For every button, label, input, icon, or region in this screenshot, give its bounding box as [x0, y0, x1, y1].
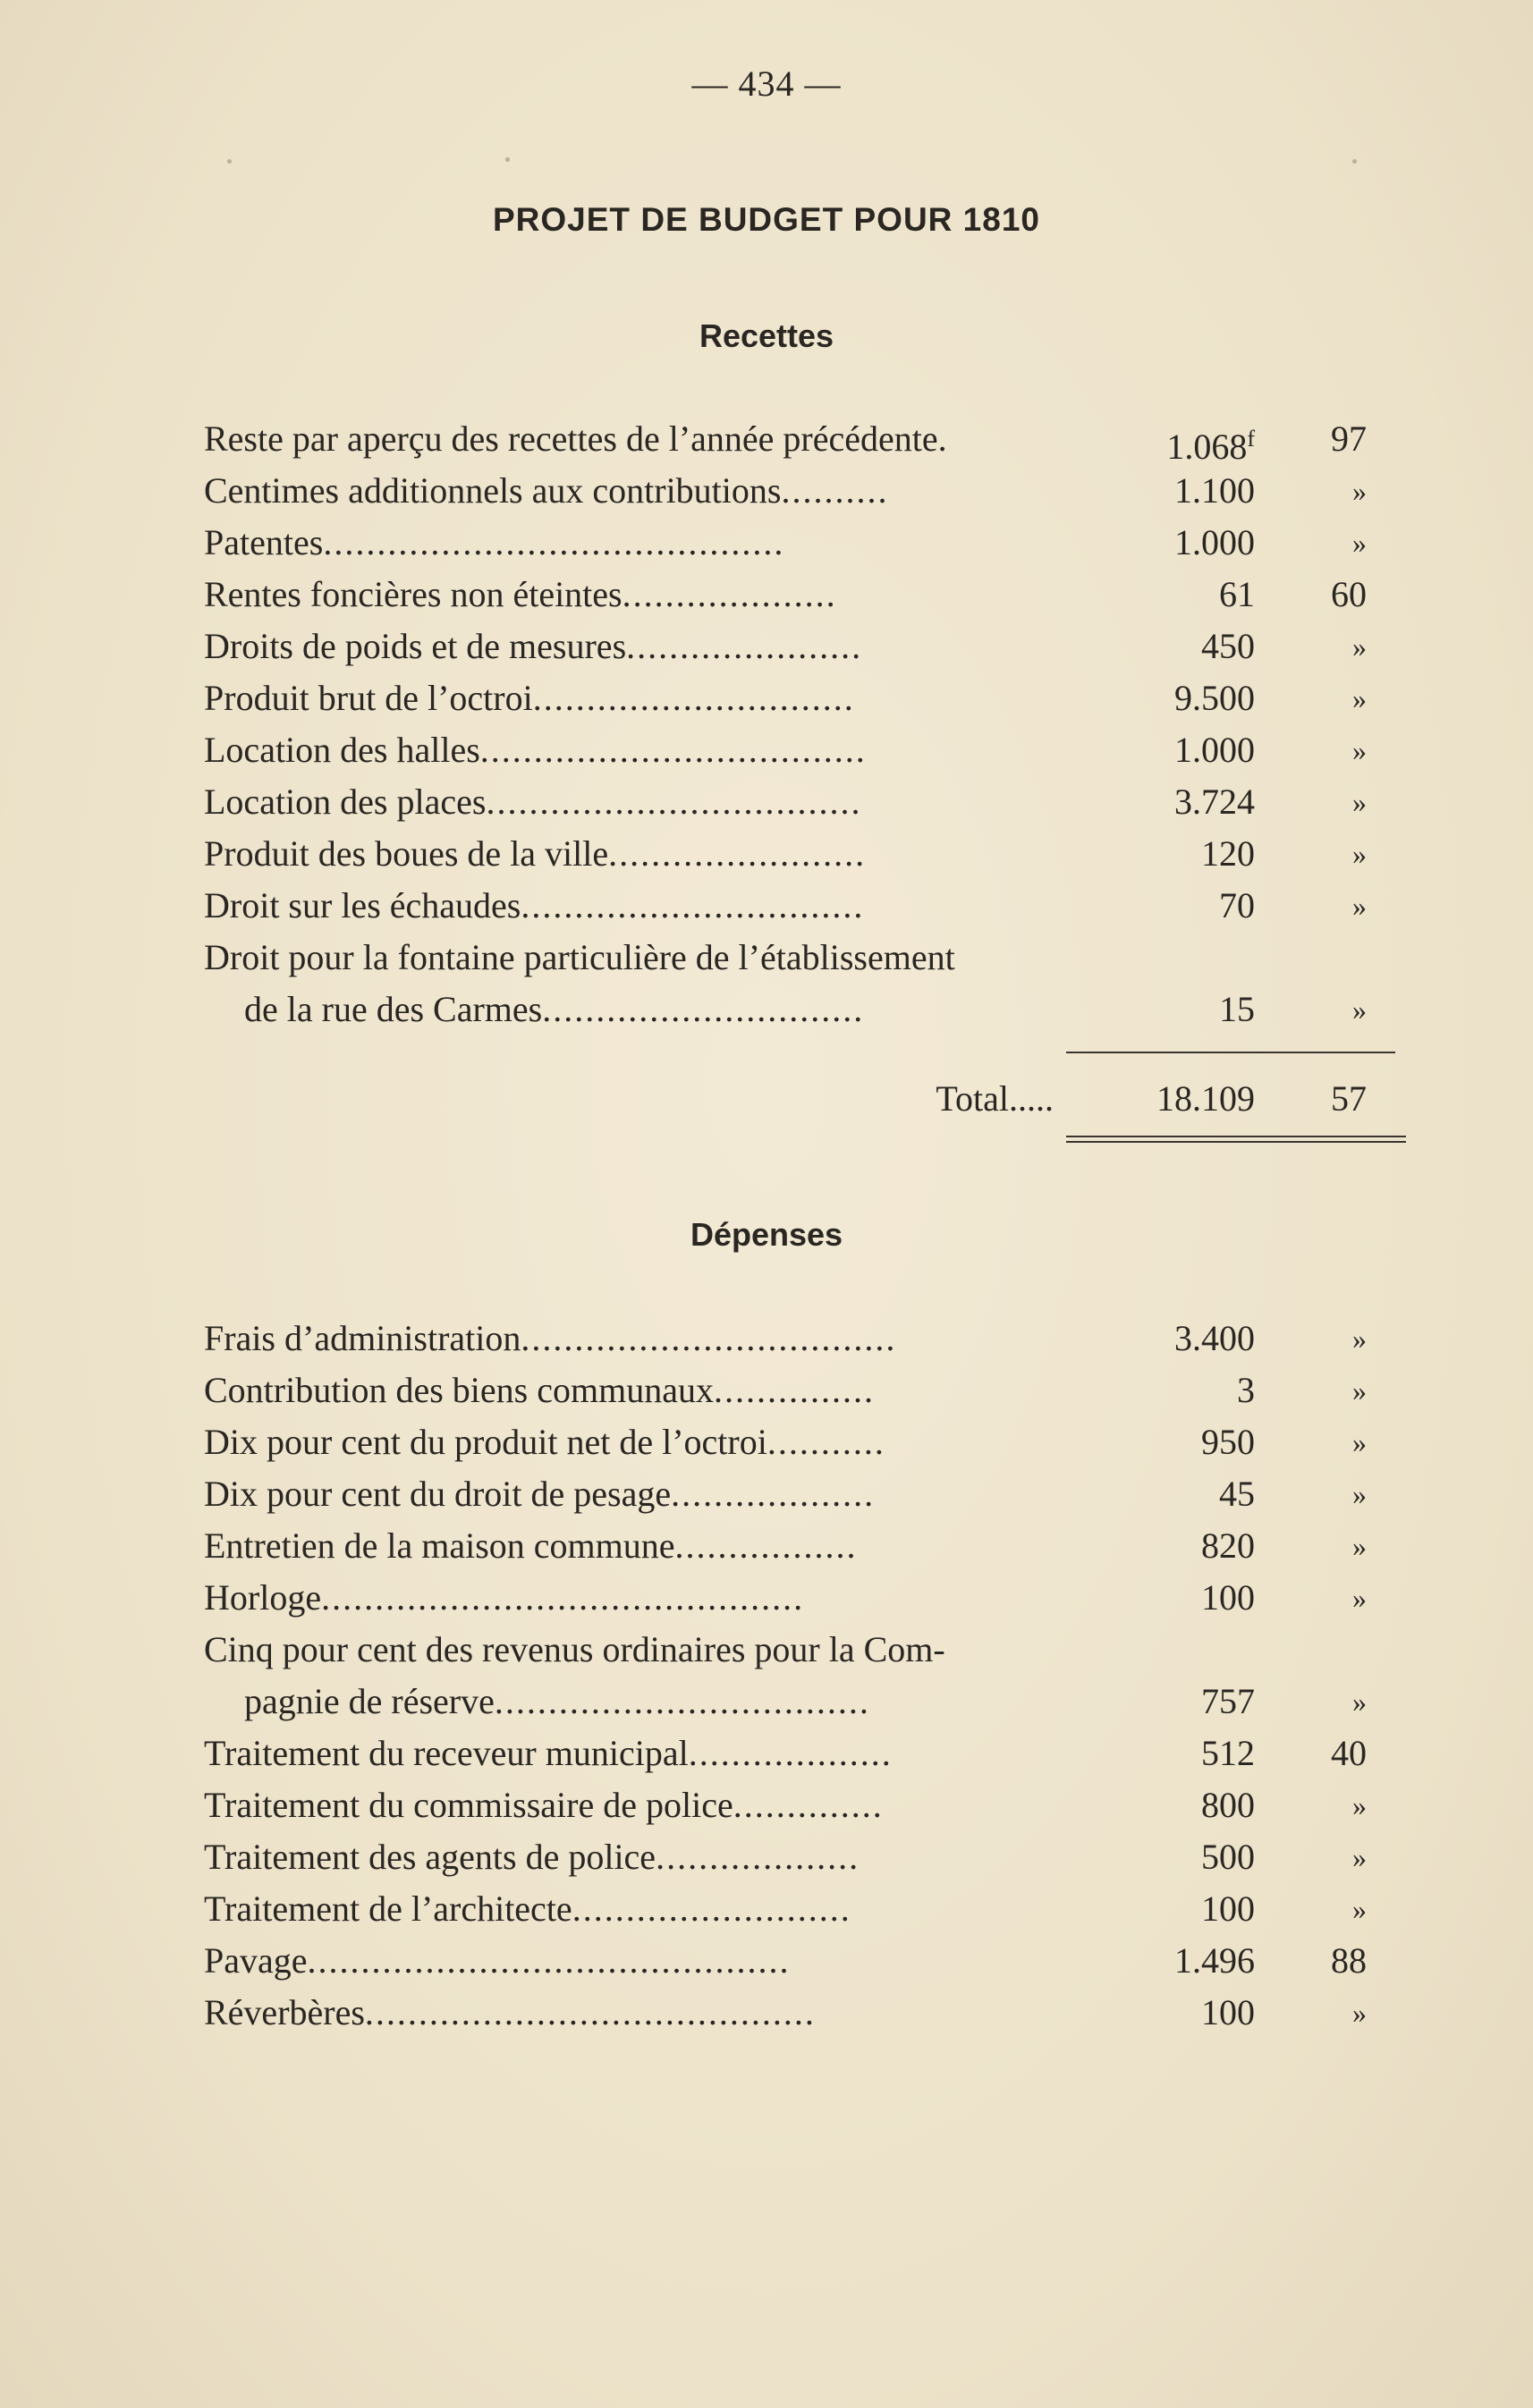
- table-row: [204, 672, 1367, 724]
- row-label-text: Contribution des biens communaux: [204, 1370, 714, 1410]
- row-amount: [1076, 1831, 1255, 1883]
- leader-dots: ..........................................: [364, 1992, 816, 2032]
- row-label: [204, 1313, 1161, 1365]
- table-row: [204, 413, 1367, 465]
- table-row: [204, 724, 1367, 776]
- row-amount: [1076, 517, 1255, 569]
- row-label-text: Location des places: [204, 782, 487, 822]
- row-cents: 97: [1331, 418, 1367, 459]
- row-label-text: Produit brut de l’octroi: [204, 678, 533, 718]
- row-cents: »: [1352, 786, 1367, 818]
- total-double-rule: [1066, 1136, 1406, 1146]
- row-label: [204, 1468, 1161, 1520]
- row-label-text: Dix pour cent du droit de pesage: [204, 1474, 672, 1514]
- row-amount-value: 120: [1201, 833, 1255, 874]
- row-amount-value: 45: [1219, 1474, 1255, 1514]
- row-label-text: Traitement du commissaire de police: [204, 1785, 733, 1825]
- page-number: — 434 —: [691, 63, 842, 104]
- leader-dots: ...................................: [486, 782, 862, 822]
- row-amount-value: 9.500: [1174, 678, 1255, 718]
- row-amount-value: 70: [1219, 885, 1255, 925]
- row-amount-value: 512: [1201, 1733, 1255, 1773]
- leader-dots: ..............: [733, 1785, 884, 1825]
- table-row: [204, 1676, 1367, 1728]
- row-amount-value: 61: [1219, 574, 1255, 614]
- row-label: [204, 672, 1161, 724]
- table-row: [204, 880, 1367, 932]
- leader-dots: .............................................: [321, 1577, 805, 1618]
- row-label-text: Centimes additionnels aux contributions: [204, 470, 782, 511]
- row-amount-value: 100: [1201, 1888, 1255, 1929]
- row-amount: [1076, 1728, 1255, 1779]
- table-row: [204, 621, 1367, 672]
- table-row: [204, 1987, 1367, 2039]
- row-amount-value: 500: [1201, 1837, 1255, 1877]
- row-label-text: pagnie de réserve: [244, 1681, 495, 1721]
- table-row: [204, 1416, 1367, 1468]
- row-label-text: Cinq pour cent des revenus ordinaires pour la Com-: [204, 1629, 945, 1669]
- row-label-text: Pavage: [204, 1940, 308, 1981]
- row-amount: [1076, 1365, 1255, 1416]
- row-label: [204, 413, 1161, 465]
- row-label: [204, 1883, 1161, 1935]
- row-cents: »: [1352, 890, 1367, 922]
- total-row: [204, 1073, 1367, 1125]
- row-amount-value: 820: [1201, 1525, 1255, 1566]
- row-amount: [1076, 1676, 1255, 1728]
- row-label: [204, 569, 1161, 621]
- row-cents: 40: [1331, 1733, 1367, 1773]
- row-cents: »: [1352, 1530, 1367, 1562]
- recettes-table: [204, 413, 1367, 1035]
- table-row: [204, 1779, 1367, 1831]
- row-cents: »: [1352, 734, 1367, 766]
- row-amount: [1076, 984, 1255, 1035]
- total-amount: 18.109: [1156, 1078, 1255, 1119]
- row-cents: »: [1352, 682, 1367, 714]
- row-cents: »: [1352, 1478, 1367, 1510]
- row-label-text: Entretien de la maison commune: [204, 1525, 675, 1566]
- row-label: [204, 1728, 1161, 1779]
- row-amount-value: 1.000: [1174, 522, 1255, 562]
- row-amount: [1076, 465, 1255, 517]
- row-label-text: Droits de poids et de mesures: [204, 626, 627, 666]
- row-amount-value: 1.100: [1174, 470, 1255, 511]
- row-label-text: Dix pour cent du produit net de l’octroi: [204, 1422, 767, 1462]
- row-label-text: Horloge: [204, 1577, 322, 1618]
- row-label-text: Reste par aperçu des recettes de l’année précédente.: [204, 418, 947, 459]
- franc-sign: f: [1247, 426, 1255, 452]
- row-cents: »: [1352, 475, 1367, 507]
- row-label: [204, 621, 1161, 672]
- leader-dots: ....................................: [479, 730, 867, 770]
- row-cents: »: [1352, 527, 1367, 559]
- row-amount-value: 3.400: [1174, 1318, 1255, 1358]
- row-cents: »: [1352, 838, 1367, 870]
- depenses-heading: Dépenses: [690, 1216, 843, 1253]
- row-amount: [1076, 1416, 1255, 1468]
- row-amount: [1076, 621, 1255, 672]
- row-amount-value: 3.724: [1174, 782, 1255, 822]
- page-title: PROJET DE BUDGET POUR 1810: [493, 201, 1040, 238]
- row-label: [204, 1624, 1161, 1676]
- row-amount-value: 450: [1201, 626, 1255, 666]
- table-row: [204, 1365, 1367, 1416]
- row-amount: [1076, 672, 1255, 724]
- row-amount: [1076, 1520, 1255, 1572]
- row-amount: [1076, 828, 1255, 880]
- row-label: [244, 1676, 1161, 1728]
- table-row: [204, 569, 1367, 621]
- row-amount: [1076, 413, 1255, 473]
- row-cents: »: [1352, 1374, 1367, 1407]
- row-cents: »: [1352, 1582, 1367, 1614]
- table-row: [204, 828, 1367, 880]
- speck-mark: [1352, 159, 1357, 164]
- row-cents: »: [1352, 993, 1367, 1026]
- row-label: [204, 1416, 1161, 1468]
- row-cents: 60: [1331, 574, 1367, 614]
- row-amount-value: 1.496: [1174, 1940, 1255, 1981]
- table-row: [204, 517, 1367, 569]
- table-row: [204, 984, 1367, 1035]
- row-label: [204, 1935, 1161, 1987]
- row-amount: [1076, 1313, 1255, 1365]
- row-label: [204, 932, 1161, 984]
- row-label: [204, 465, 1161, 517]
- row-amount: [1076, 1987, 1255, 2039]
- leader-dots: ..........: [781, 470, 889, 511]
- leader-dots: ......................: [626, 626, 863, 666]
- row-label: [204, 724, 1161, 776]
- row-label-text: de la rue des Carmes: [244, 989, 543, 1029]
- leader-dots: .................: [674, 1525, 858, 1566]
- row-amount: [1076, 1779, 1255, 1831]
- row-cents: »: [1352, 630, 1367, 663]
- depenses-table: [204, 1313, 1367, 2039]
- row-cents: »: [1352, 1426, 1367, 1458]
- leader-dots: .............................................: [307, 1940, 791, 1981]
- row-label: [204, 517, 1161, 569]
- row-amount: [1076, 1468, 1255, 1520]
- row-amount: [1076, 776, 1255, 828]
- leader-dots: ...........................................: [323, 522, 785, 562]
- row-amount-value: 100: [1201, 1992, 1255, 2032]
- row-amount: [1076, 1883, 1255, 1935]
- leader-dots: ................................: [521, 885, 865, 925]
- row-label: [204, 828, 1161, 880]
- leader-dots: ...................................: [494, 1681, 870, 1721]
- row-cents: »: [1352, 1322, 1367, 1355]
- leader-dots: ...........: [766, 1422, 885, 1462]
- row-label: [204, 1365, 1161, 1416]
- table-row: [204, 1572, 1367, 1624]
- row-amount: [1076, 1572, 1255, 1624]
- leader-dots: ........................: [608, 833, 867, 874]
- table-row: [204, 1935, 1367, 1987]
- row-label-text: Rentes foncières non éteintes: [204, 574, 623, 614]
- total-label: Total.....: [936, 1078, 1054, 1119]
- table-row: [204, 1468, 1367, 1520]
- row-label: [204, 1572, 1161, 1624]
- row-amount-value: 800: [1201, 1785, 1255, 1825]
- total-rule: [1066, 1052, 1395, 1053]
- table-row: [204, 465, 1367, 517]
- speck-mark: [227, 159, 232, 164]
- table-row: [204, 932, 1367, 984]
- row-amount-value: 1.000: [1174, 730, 1255, 770]
- leader-dots: ...................: [688, 1733, 893, 1773]
- row-label-text: Traitement de l’architecte: [204, 1888, 572, 1929]
- row-label-text: Frais d’administration: [204, 1318, 521, 1358]
- leader-dots: ...................: [671, 1474, 876, 1514]
- row-label: [244, 984, 1161, 1035]
- row-label-text: Location des halles: [204, 730, 480, 770]
- row-label-text: Droit pour la fontaine particulière de l’établissement: [204, 937, 955, 977]
- row-amount-value: 950: [1201, 1422, 1255, 1462]
- row-label-text: Réverbères: [204, 1992, 365, 2032]
- row-amount: [1076, 724, 1255, 776]
- leader-dots: ....................: [622, 574, 837, 614]
- row-amount-value: 15: [1219, 989, 1255, 1029]
- row-amount: [1076, 1935, 1255, 1987]
- row-amount: [1076, 569, 1255, 621]
- row-cents: »: [1352, 1789, 1367, 1821]
- leader-dots: ...................................: [521, 1318, 897, 1358]
- row-label: [204, 776, 1161, 828]
- table-row: [204, 776, 1367, 828]
- row-amount-value: 3: [1237, 1370, 1255, 1410]
- row-label: [204, 1831, 1161, 1883]
- row-amount-value: 100: [1201, 1577, 1255, 1618]
- table-row: [204, 1728, 1367, 1779]
- row-label: [204, 880, 1161, 932]
- row-amount-value: 1.068: [1166, 427, 1248, 467]
- table-row: [204, 1883, 1367, 1935]
- recettes-heading: Recettes: [699, 317, 834, 354]
- table-row: [204, 1313, 1367, 1365]
- row-cents: »: [1352, 1841, 1367, 1873]
- leader-dots: ...............: [713, 1370, 875, 1410]
- row-label-text: Traitement du receveur municipal: [204, 1733, 689, 1773]
- row-cents: »: [1352, 1686, 1367, 1718]
- leader-dots: ..............................: [532, 678, 855, 718]
- row-label: [204, 1779, 1161, 1831]
- row-cents: »: [1352, 1893, 1367, 1925]
- row-cents: 88: [1331, 1940, 1367, 1981]
- table-row: [204, 1624, 1367, 1676]
- row-label: [204, 1520, 1161, 1572]
- leader-dots: ..............................: [542, 989, 865, 1029]
- total-cents: 57: [1331, 1078, 1367, 1119]
- table-row: [204, 1831, 1367, 1883]
- row-label-text: Traitement des agents de police: [204, 1837, 656, 1877]
- leader-dots: ..........................: [572, 1888, 851, 1929]
- speck-mark: [505, 157, 510, 162]
- row-label-text: Patentes: [204, 522, 324, 562]
- row-cents: »: [1352, 1997, 1367, 2029]
- row-label-text: Droit sur les échaudes: [204, 885, 521, 925]
- row-amount-value: 757: [1201, 1681, 1255, 1721]
- row-label-text: Produit des boues de la ville: [204, 833, 609, 874]
- table-row: [204, 1520, 1367, 1572]
- leader-dots: ...................: [656, 1837, 860, 1877]
- row-label: [204, 1987, 1161, 2039]
- row-amount: [1076, 880, 1255, 932]
